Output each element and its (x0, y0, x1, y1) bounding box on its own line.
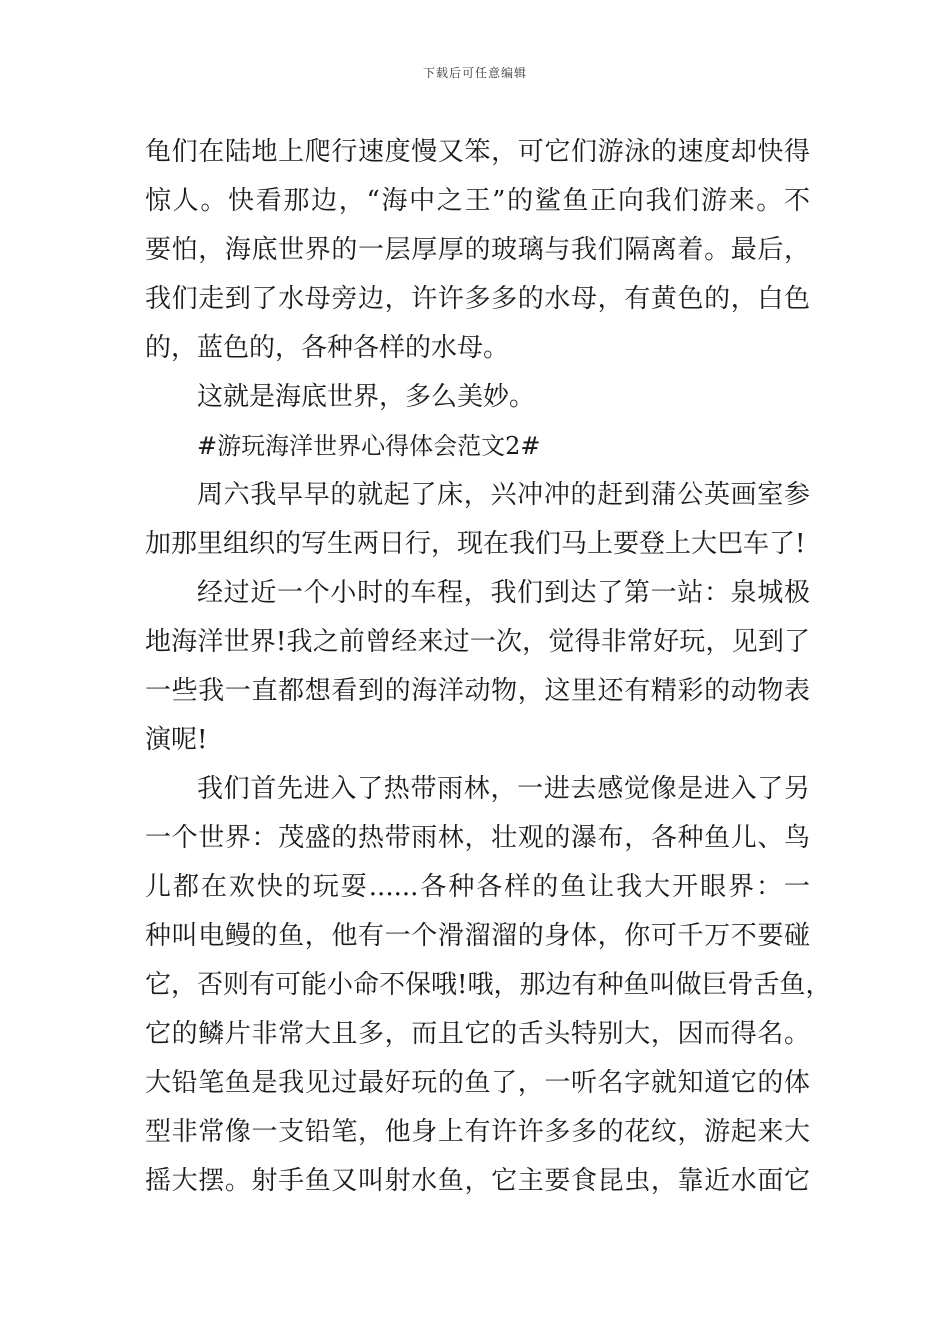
text-line: 型非常像一支铅笔，他身上有许许多多的花纹，游起来大 (145, 1117, 810, 1147)
text-line: 一些我一直都想看到的海洋动物，这里还有精彩的动物表 (145, 676, 810, 706)
text-line: 一个世界：茂盛的热带雨林，壮观的瀑布，各种鱼儿、鸟 (145, 823, 810, 853)
section-heading (145, 422, 810, 471)
text-line: #游玩海洋世界心得体会范文2# (197, 432, 541, 460)
text-line: 大铅笔鱼是我见过最好玩的鱼了，一听名字就知道它的体 (145, 1068, 810, 1098)
text-line: 这就是海底世界，多么美妙。 (197, 382, 536, 412)
paragraph (145, 471, 810, 569)
text-line: 它，否则有可能小命不保哦!哦，那边有种鱼叫做巨骨舌鱼， (145, 970, 832, 1000)
paragraph (145, 373, 810, 422)
text-line: 它的鳞片非常大且多，而且它的舌头特别大，因而得名。 (145, 1019, 810, 1049)
text-line: 摇大摆。射手鱼又叫射水鱼，它主要食昆虫，靠近水面它 (145, 1166, 810, 1196)
text-line: 经过近一个小时的车程，我们到达了第一站：泉城极 (197, 578, 810, 608)
text-line: 种叫电鳗的鱼，他有一个滑溜溜的身体，你可千万不要碰 (145, 921, 810, 951)
text-line: 要怕，海底世界的一层厚厚的玻璃与我们隔离着。最后， (145, 235, 810, 265)
text-line: 龟们在陆地上爬行速度慢又笨，可它们游泳的速度却快得 (145, 137, 810, 167)
document-body (145, 128, 832, 1206)
text-line: 演呢! (145, 725, 208, 755)
text-line: 加那里组织的写生两日行，现在我们马上要登上大巴车了! (145, 529, 806, 559)
paragraph (145, 569, 810, 765)
text-line: 儿都在欢快的玩耍......各种各样的鱼让我大开眼界：一 (145, 872, 810, 902)
text-line: 惊人。快看那边，“海中之王”的鲨鱼正向我们游来。不 (145, 186, 810, 216)
text-line: 的，蓝色的，各种各样的水母。 (145, 333, 510, 363)
text-line: 周六我早早的就起了床，兴冲冲的赶到蒲公英画室参 (197, 480, 810, 510)
paragraph (145, 128, 810, 373)
text-line: 我们走到了水母旁边，许许多多的水母，有黄色的，白色 (145, 284, 810, 314)
text-line: 地海洋世界!我之前曾经来过一次，觉得非常好玩，见到了 (145, 627, 810, 657)
text-line: 我们首先进入了热带雨林，一进去感觉像是进入了另 (197, 774, 810, 804)
page-header: 下载后可任意编辑 (422, 66, 527, 80)
paragraph (145, 765, 832, 1206)
